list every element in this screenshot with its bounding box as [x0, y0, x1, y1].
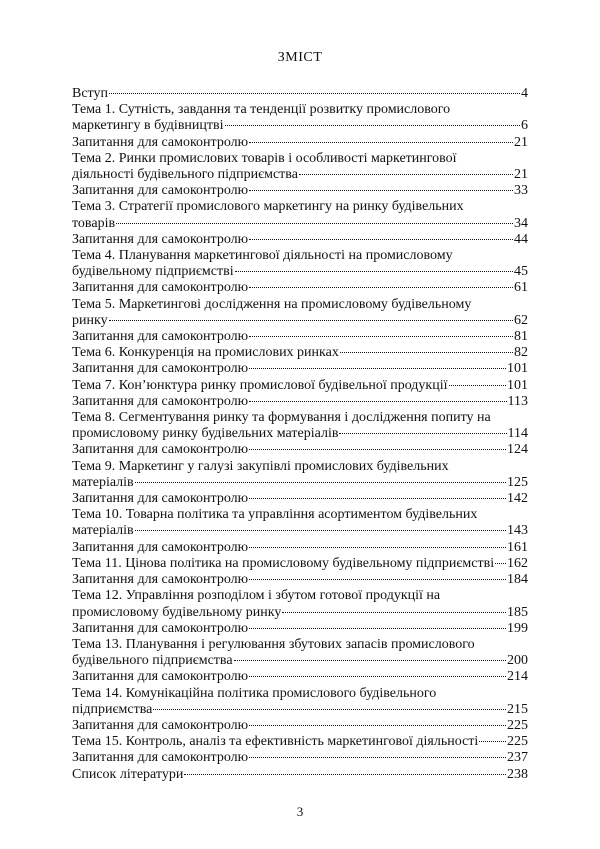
toc-entry-title: Тема 15. Контроль, аналіз та ефективність маркетингової діяльності	[72, 734, 479, 750]
toc-entry	[72, 345, 528, 361]
dot-leader	[495, 563, 506, 564]
toc-page-number: 33	[514, 183, 528, 199]
toc-entry-title: Запитання для самоконтролю	[72, 442, 249, 458]
toc-page-number: 185	[507, 604, 528, 620]
toc-entry-title: Запитання для самоконтролю	[72, 183, 249, 199]
dot-leader	[153, 709, 506, 710]
toc-entry-line: Тема 13. Планування і регулювання збутових запасів промислового	[72, 636, 475, 652]
dot-leader	[249, 579, 506, 580]
toc-page-number: 199	[507, 620, 528, 636]
toc-page-number: 21	[514, 167, 528, 183]
toc-entry	[72, 491, 528, 507]
toc-entry-line	[72, 621, 528, 637]
toc-entry-line	[72, 183, 528, 199]
toc-entry	[72, 280, 528, 296]
toc-entry-line: Тема 5. Маркетингові дослідження на промисловому будівельному	[72, 296, 472, 312]
toc-page-number: 225	[507, 717, 528, 733]
toc-entry	[72, 767, 528, 783]
toc-entry-line	[72, 280, 528, 296]
page-number: 3	[296, 804, 304, 819]
toc-entry-line	[72, 329, 528, 345]
toc-page-number: 45	[514, 264, 528, 280]
toc-entry	[72, 394, 528, 410]
toc-entry-title: Тема 6. Конкуренція на промислових ринках	[72, 345, 339, 361]
toc-entry	[72, 734, 528, 750]
toc-entry-line: Тема 14. Комунікаційна політика промислового будівельного	[72, 685, 437, 701]
toc-entry-title: Тема 11. Цінова політика на промисловому будівельному підприємстві	[72, 555, 495, 571]
toc-entry-title: матеріалів	[72, 523, 134, 539]
toc-entry	[72, 556, 528, 572]
toc-entry-line	[72, 475, 528, 491]
dot-leader	[249, 498, 506, 499]
toc-entry	[72, 102, 528, 134]
dot-leader	[282, 612, 506, 613]
toc-entry	[72, 135, 528, 151]
toc-page-number: 200	[507, 653, 528, 669]
toc-entry-line	[72, 135, 528, 151]
toc-entry	[72, 151, 528, 183]
dot-leader	[249, 628, 506, 629]
toc-entry-title: будівельному підприємстві	[72, 264, 234, 280]
table-of-contents	[72, 86, 528, 783]
toc-entry-title: Вступ	[72, 86, 108, 101]
toc-entry-line	[72, 572, 528, 588]
dot-leader	[184, 774, 506, 775]
dot-leader	[249, 239, 513, 240]
toc-entry	[72, 410, 528, 442]
toc-entry-line	[72, 118, 528, 134]
toc-entry-line	[72, 540, 528, 556]
toc-entry-line: Тема 10. Товарна політика та управління асортиментом будівельних	[72, 507, 478, 523]
toc-entry	[72, 442, 528, 458]
toc-entry	[72, 248, 528, 280]
toc-page-number: 6	[521, 118, 528, 134]
toc-entry	[72, 750, 528, 766]
toc-entry-line: Тема 4. Планування маркетингової діяльності на промисловому	[72, 248, 453, 264]
toc-entry-line	[72, 442, 528, 458]
toc-entry-title: Запитання для самоконтролю	[72, 572, 249, 588]
toc-page-number: 143	[507, 523, 528, 539]
toc-entry-line	[72, 556, 528, 572]
toc-entry-line	[72, 167, 528, 183]
toc-entry-title: матеріалів	[72, 474, 134, 490]
toc-entry-line: Тема 9. Маркетинг у галузі закупівлі промислових будівельних	[72, 458, 449, 474]
toc-entry-line: Тема 1. Сутність, завдання та тенденції розвитку промислового	[72, 102, 451, 118]
toc-entry-line: Тема 8. Сегментування ринку та формування і дослідження попиту на	[72, 410, 491, 426]
toc-entry-title: Запитання для самоконтролю	[72, 393, 249, 409]
dot-leader	[299, 174, 513, 175]
toc-entry-title: будівельного підприємства	[72, 653, 233, 669]
toc-entry-line	[72, 491, 528, 507]
toc-page-number: 237	[507, 750, 528, 766]
toc-page-number: 238	[507, 766, 528, 782]
toc-entry	[72, 361, 528, 377]
toc-entry	[72, 183, 528, 199]
toc-entry-title: промисловому ринку будівельних матеріалів	[72, 426, 339, 442]
dot-leader	[235, 271, 513, 272]
toc-entry-line	[72, 378, 528, 394]
toc-entry-line	[72, 345, 528, 361]
toc-page-number: 113	[507, 393, 528, 409]
toc-entry-title: Список літератури	[72, 766, 184, 782]
toc-entry-line	[72, 653, 528, 669]
toc-entry-line	[72, 767, 528, 783]
toc-page-number: 62	[514, 312, 528, 328]
toc-page-number: 215	[507, 701, 528, 717]
page-title: ЗМІСТ	[277, 50, 323, 65]
toc-entry-title: Запитання для самоконтролю	[72, 620, 249, 636]
toc-page-number: 162	[507, 555, 528, 571]
toc-entry-line: Тема 12. Управління розподілом і збутом готової продукції на	[72, 588, 441, 604]
dot-leader	[249, 547, 506, 548]
dot-leader	[116, 223, 513, 224]
dot-leader	[249, 449, 506, 450]
toc-page-number: 184	[507, 572, 528, 588]
toc-page-number: 34	[514, 215, 528, 231]
toc-entry-title: Запитання для самоконтролю	[72, 329, 249, 345]
toc-entry	[72, 669, 528, 685]
dot-leader	[339, 433, 506, 434]
toc-entry-line	[72, 426, 528, 442]
dot-leader	[109, 320, 513, 321]
toc-entry-title: ринку	[72, 312, 108, 328]
toc-entry-title: Запитання для самоконтролю	[72, 361, 249, 377]
toc-entry-title: Запитання для самоконтролю	[72, 750, 249, 766]
toc-entry-title: підприємства	[72, 701, 153, 717]
toc-entry-line	[72, 313, 528, 329]
toc-entry-line	[72, 216, 528, 232]
toc-entry-line	[72, 734, 528, 750]
toc-entry-line	[72, 232, 528, 248]
toc-entry-line	[72, 605, 528, 621]
toc-page-number: 82	[514, 345, 528, 361]
toc-entry	[72, 378, 528, 394]
dot-leader	[249, 336, 513, 337]
toc-entry-line: Тема 2. Ринки промислових товарів і особливості маркетингової	[72, 150, 457, 166]
toc-entry-title: Запитання для самоконтролю	[72, 669, 249, 685]
toc-entry	[72, 572, 528, 588]
toc-page-number: 214	[507, 669, 528, 685]
dot-leader	[135, 530, 506, 531]
toc-page-number: 101	[507, 361, 528, 377]
toc-entry-line	[72, 523, 528, 539]
toc-entry-line	[72, 86, 528, 102]
dot-leader	[249, 757, 506, 758]
toc-entry-title: Запитання для самоконтролю	[72, 539, 249, 555]
dot-leader	[135, 482, 506, 483]
toc-entry-title: Запитання для самоконтролю	[72, 491, 249, 507]
toc-page-number: 21	[514, 134, 528, 150]
toc-entry-line	[72, 394, 528, 410]
toc-entry-line	[72, 361, 528, 377]
toc-page-number: 125	[507, 474, 528, 490]
dot-leader	[234, 660, 506, 661]
toc-entry	[72, 540, 528, 556]
dot-leader	[109, 93, 520, 94]
toc-page-number: 101	[507, 377, 528, 393]
toc-entry-title: діяльності будівельного підприємства	[72, 167, 298, 183]
toc-page-number: 81	[514, 329, 528, 345]
dot-leader	[449, 385, 507, 386]
toc-entry	[72, 686, 528, 718]
toc-entry	[72, 718, 528, 734]
dot-leader	[249, 142, 513, 143]
toc-entry	[72, 621, 528, 637]
toc-entry-title: товарів	[72, 215, 116, 231]
dot-leader	[249, 725, 506, 726]
toc-entry	[72, 507, 528, 539]
toc-entry	[72, 199, 528, 231]
toc-page-number: 124	[507, 442, 528, 458]
toc-entry	[72, 459, 528, 491]
toc-page-number: 44	[514, 231, 528, 247]
toc-entry-title: Запитання для самоконтролю	[72, 717, 249, 733]
toc-entry-title: маркетингу в будівництві	[72, 118, 224, 134]
toc-entry-title: промисловому будівельному ринку	[72, 604, 282, 620]
toc-entry	[72, 297, 528, 329]
toc-entry-title: Запитання для самоконтролю	[72, 280, 249, 296]
dot-leader	[249, 368, 506, 369]
dot-leader	[479, 741, 506, 742]
dot-leader	[225, 125, 520, 126]
toc-entry-title: Запитання для самоконтролю	[72, 231, 249, 247]
toc-entry	[72, 232, 528, 248]
toc-page-number: 142	[507, 491, 528, 507]
dot-leader	[249, 676, 506, 677]
toc-entry-title: Тема 7. Кон’юнктура ринку промислової будівельної продукції	[72, 377, 448, 393]
toc-entry-line	[72, 702, 528, 718]
toc-page-number: 225	[507, 734, 528, 750]
dot-leader	[249, 287, 513, 288]
toc-entry-title: Запитання для самоконтролю	[72, 134, 249, 150]
toc-entry-line	[72, 718, 528, 734]
toc-page-number: 61	[514, 280, 528, 296]
dot-leader	[249, 190, 513, 191]
toc-entry	[72, 637, 528, 669]
toc-entry-line: Тема 3. Стратегії промислового маркетингу на ринку будівельних	[72, 199, 464, 215]
dot-leader	[249, 401, 506, 402]
toc-entry	[72, 588, 528, 620]
toc-page-number: 4	[521, 86, 528, 101]
toc-page-number: 161	[507, 539, 528, 555]
toc-entry-line	[72, 669, 528, 685]
toc-entry-line	[72, 264, 528, 280]
dot-leader	[340, 352, 513, 353]
toc-entry	[72, 329, 528, 345]
toc-entry-line	[72, 750, 528, 766]
toc-page-number: 114	[507, 426, 528, 442]
toc-entry	[72, 86, 528, 102]
